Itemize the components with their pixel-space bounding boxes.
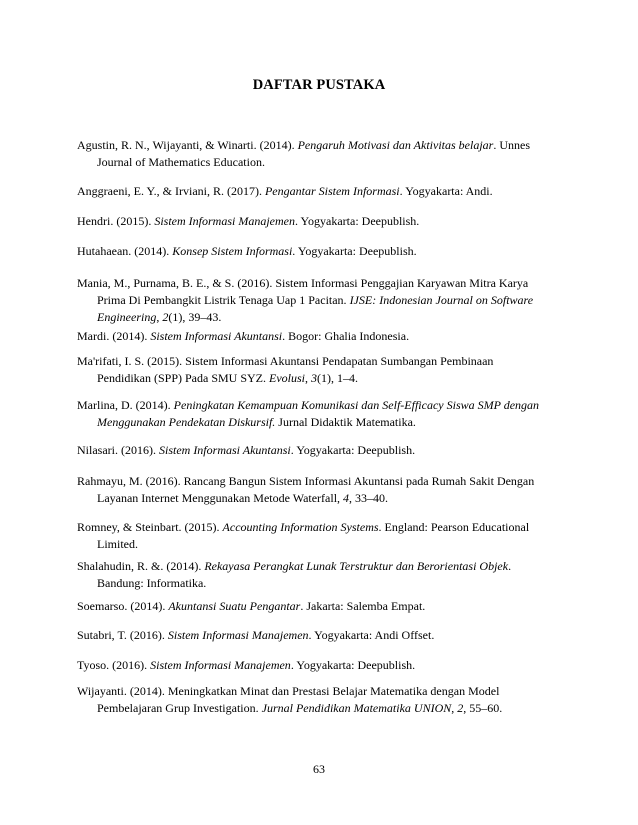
reference-entry: Agustin, R. N., Wijayanti, & Winarti. (2014). Pengaruh Motivasi dan Aktivitas belajar. Unnes Journal of Mathematics Education. bbox=[77, 138, 531, 169]
reference-entry: Romney, & Steinbart. (2015). Accounting Information Systems. England: Pearson Educational Limited. bbox=[77, 520, 530, 551]
reference-entry: Ma'rifati, I. S. (2015). Sistem Informasi Akuntansi Pendapatan Sumbangan Pembinaan Pendidikan (SPP) Pada SMU SYZ. Evolusi, 3(1), 1–4. bbox=[77, 354, 494, 385]
reference-entry: Mardi. (2014). Sistem Informasi Akuntansi. Bogor: Ghalia Indonesia. bbox=[77, 329, 410, 343]
reference-entry: Hutahaean. (2014). Konsep Sistem Informasi. Yogyakarta: Deepublish. bbox=[77, 244, 417, 258]
page-number: 63 bbox=[313, 762, 325, 776]
page-title: DAFTAR PUSTAKA bbox=[252, 77, 386, 93]
reference-entry: Marlina, D. (2014). Peningkatan Kemampuan Komunikasi dan Self-Efficacy Siswa SMP dengan Menggunakan Pendekatan Diskursif. Jurnal Didaktik Matematika. bbox=[77, 398, 540, 429]
reference-entry: Tyoso. (2016). Sistem Informasi Manajemen. Yogyakarta: Deepublish. bbox=[77, 658, 416, 672]
reference-entry: Anggraeni, E. Y., & Irviani, R. (2017). Pengantar Sistem Informasi. Yogyakarta: Andi. bbox=[77, 184, 493, 198]
reference-entry: Soemarso. (2014). Akuntansi Suatu Pengantar. Jakarta: Salemba Empat. bbox=[77, 599, 426, 613]
reference-entry: Shalahudin, R. &. (2014). Rekayasa Perangkat Lunak Terstruktur dan Berorientasi Objek. Bandung: Informatika. bbox=[77, 559, 512, 590]
reference-entry: Mania, M., Purnama, B. E., & S. (2016). Sistem Informasi Penggajian Karyawan Mitra Karya Prima Di Pembangkit Listrik Tenaga Uap 1 Pacitan. IJSE: Indonesian Journal on Software Engineering, 2(1), 39–43. bbox=[77, 276, 534, 324]
reference-entry: Nilasari. (2016). Sistem Informasi Akuntansi. Yogyakarta: Deepublish. bbox=[77, 443, 416, 457]
reference-entry: Rahmayu, M. (2016). Rancang Bangun Sistem Informasi Akuntansi pada Rumah Sakit Dengan Layanan Internet Menggunakan Metode Waterfall, 4, 33–40. bbox=[77, 474, 535, 505]
reference-entry: Wijayanti. (2014). Meningkatkan Minat dan Prestasi Belajar Matematika dengan Model Pembelajaran Grup Investigation. Jurnal Pendidikan Matematika UNION, 2, 55–60. bbox=[77, 684, 503, 715]
reference-entry: Hendri. (2015). Sistem Informasi Manajemen. Yogyakarta: Deepublish. bbox=[77, 214, 420, 228]
reference-entry: Sutabri, T. (2016). Sistem Informasi Manajemen. Yogyakarta: Andi Offset. bbox=[77, 628, 435, 642]
